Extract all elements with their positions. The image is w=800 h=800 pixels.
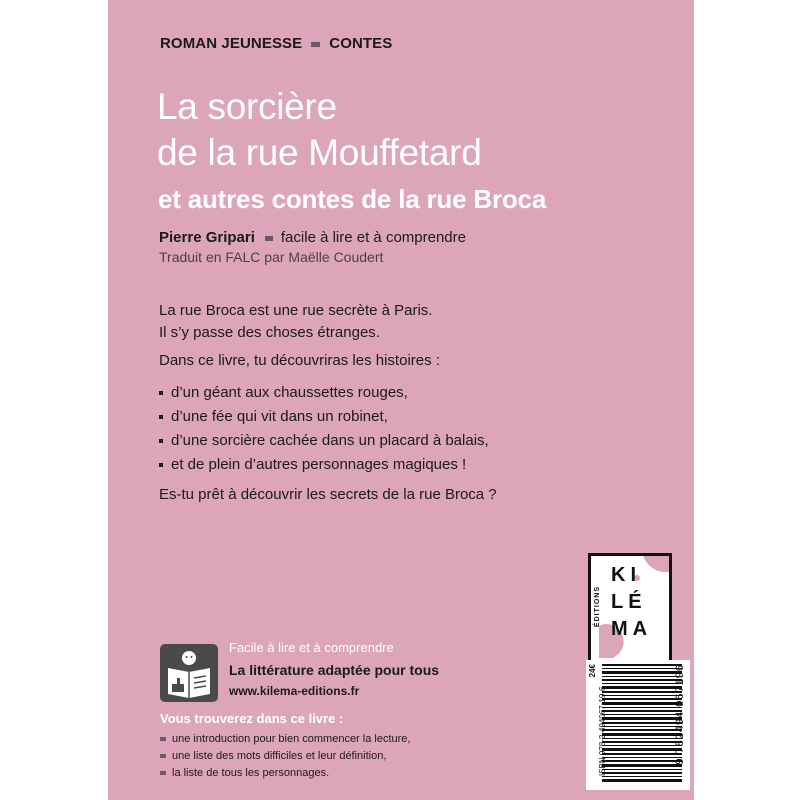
title-line-2: de la rue Mouffetard [157,132,482,173]
book-subtitle: et autres contes de la rue Broca [158,184,547,214]
back-cover [108,0,694,800]
contents-title: Vous trouverez dans ce livre : [160,711,344,726]
blurb-intro [159,300,432,344]
series-genre: ROMAN JEUNESSE [160,35,303,52]
author-name: Pierre Gripari [159,229,255,246]
logo-letters [611,562,652,643]
price-label: 24€ [588,664,597,678]
list-item [160,748,410,765]
publisher-tagline: La littérature adaptée pour tous [229,662,440,678]
contents-text: la liste de tous les personnages. [172,767,330,779]
story-text: d’un géant aux chaussettes rouges, [171,384,408,401]
story-text: et de plein d’autres personnages magiques ! [171,456,467,473]
intro-line-2: Il s’y passe des choses étranges. [159,324,380,341]
list-item [159,454,489,478]
list-item [160,765,410,782]
author-line [159,229,466,246]
list-item [160,731,410,748]
separator-mark [265,236,273,241]
barcode-digits: 9 782494 067196 [674,664,686,765]
easy-read-reader-icon [160,644,218,702]
publisher-logo [588,553,672,677]
logo-side-text: ÉDITIONS [594,586,601,628]
bullet-icon [159,391,163,395]
contents-text: une introduction pour bien commencer la lecture, [172,733,411,745]
isbn-number: ISBN 978-2-494067-19-6 [598,686,607,776]
list-item [159,430,489,454]
bullet-icon [160,754,166,758]
contents-list [160,731,410,782]
bullet-icon [159,463,163,467]
reading-level: facile à lire et à comprendre [280,229,466,246]
logo-letters-row: LÉ [611,591,647,613]
blurb-question: Es-tu prêt à découvrir les secrets de la rue Broca ? [159,486,497,503]
bullet-icon [159,439,163,443]
blurb-lead: Dans ce livre, tu découvriras les histoires : [159,352,440,369]
publisher-website: www.kilema-editions.fr [229,684,360,698]
bullet-icon [160,737,166,741]
logo-letters-row: MA [611,618,653,640]
story-list [159,382,489,478]
list-item [159,406,489,430]
separator-mark [311,42,320,47]
translator-credit: Traduit en FALC par Maëlle Coudert [159,249,384,265]
bullet-icon [160,771,166,775]
story-text: d’une fée qui vit dans un robinet, [171,408,388,425]
story-text: d’une sorcière cachée dans un placard à balais, [171,432,489,449]
title-line-1: La sorcière [157,86,337,127]
contents-text: une liste des mots difficiles et leur définition, [172,750,387,762]
series-line [160,35,392,52]
bullet-icon [159,415,163,419]
list-item [159,382,489,406]
book-title [157,84,481,176]
intro-line-1: La rue Broca est une rue secrète à Paris. [159,302,433,319]
series-type: CONTES [329,35,393,52]
falc-label: Facile à lire et à comprendre [229,640,394,655]
logo-letters-row: KI [611,564,641,586]
